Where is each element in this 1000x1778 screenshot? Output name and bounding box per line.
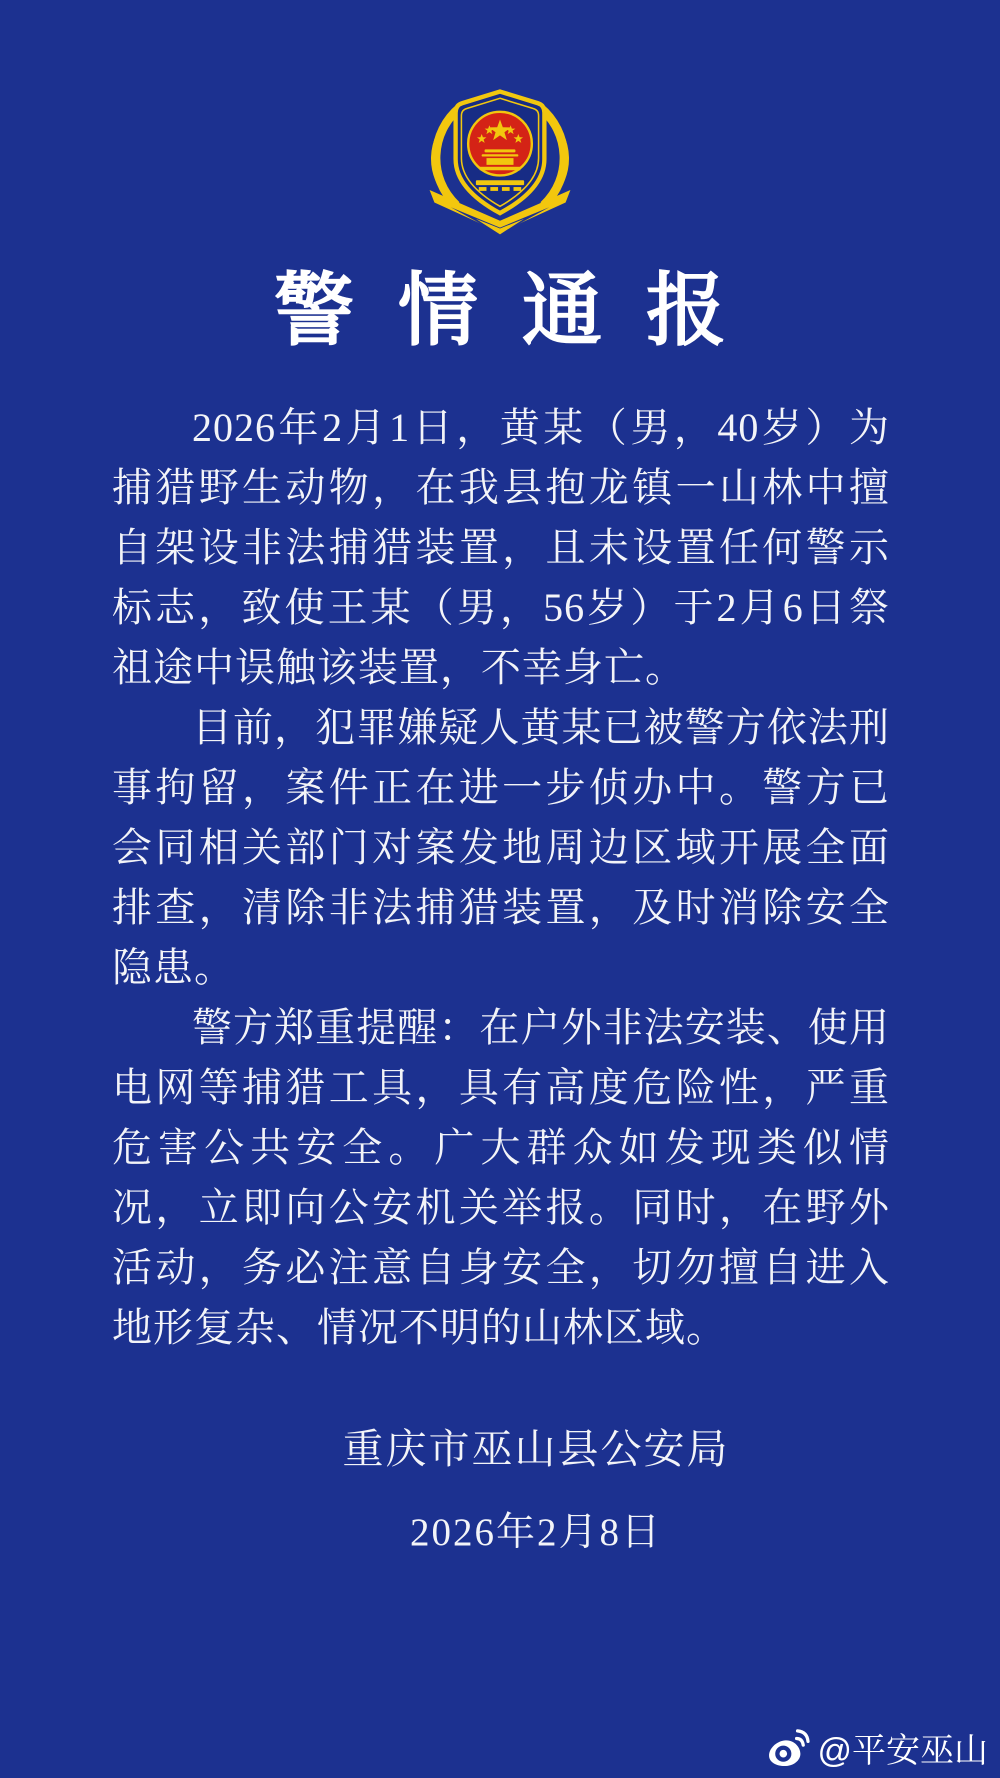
paragraph-incident: 2026年2月1日，黄某（男，40岁）为捕猎野生动物，在我县抱龙镇一山林中擅自架设非法捕猎装置，且未设置任何警示标志，致使王某（男，56岁）于2月6日祭祖途中误触该装置，不幸身亡。 [112, 405, 890, 690]
signature-block [72, 1416, 1000, 1557]
issuer-name: 重庆市巫山县公安局 [342, 1426, 730, 1472]
police-badge-icon [418, 86, 582, 236]
paragraph-warning: 警方郑重提醒：在户外非法安装、使用电网等捕猎工具，具有高度危险性，严重危害公共安全。广大群众如发现类似情况，立即向公安机关举报。同时，在野外活动，务必注意自身安全，切勿擅自进入地形复杂、情况不明的山林区域。 [112, 1005, 890, 1350]
issue-date: 2026年2月8日 [409, 1511, 662, 1554]
weibo-watermark [768, 1723, 988, 1772]
weibo-icon [768, 1729, 810, 1767]
notice-title: 警情通报 [274, 268, 770, 356]
watermark-text: @平安巫山 [817, 1732, 988, 1770]
paragraph-investigation: 目前，犯罪嫌疑人黄某已被警方依法刑事拘留，案件正在进一步侦办中。警方已会同相关部门对案发地周边区域开展全面排查，清除非法捕猎装置，及时消除安全隐患。 [112, 705, 890, 990]
police-badge-emblem [418, 86, 582, 236]
notice-body [112, 398, 890, 1358]
